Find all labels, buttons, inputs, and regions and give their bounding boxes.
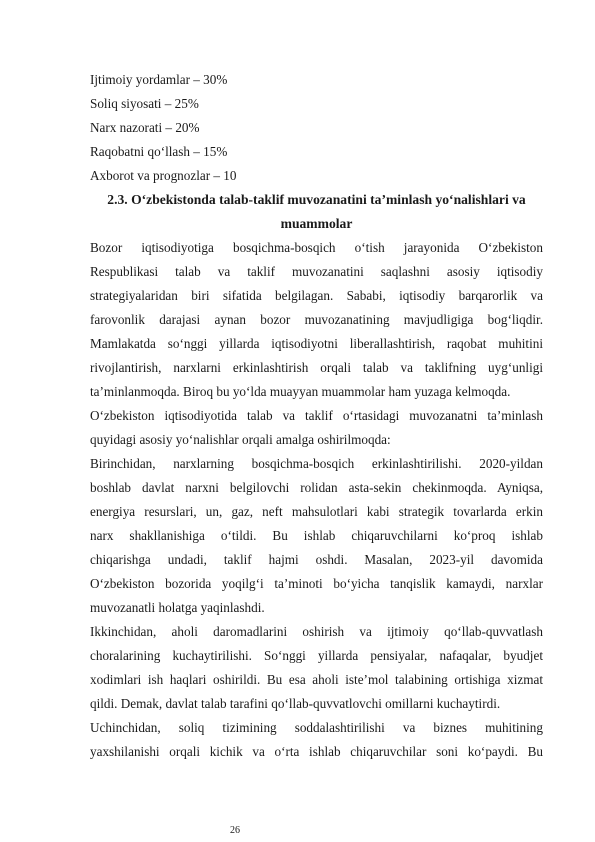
body-line: yaxshilanishi orqali kichik va o‘rta ishlab chiqaruvchilar soni ko‘paydi. Bu xyxy=(90,744,543,759)
body-line: muvozanatli holatga yaqinlashdi. xyxy=(90,600,265,615)
body-line: qildi. Demak, davlat talab tarafini qo‘llab-quvvatlovchi omillarni kuchaytirdi. xyxy=(90,696,501,711)
body-line: narx shakllanishiga o‘tildi. Bu ishlab chiqaruvchilarni ko‘proq ishlab xyxy=(90,528,543,543)
body-line: Mamlakatda so‘nggi yillarda iqtisodiyotni liberallashtirish, raqobat muhitini xyxy=(90,336,543,351)
page-number: 26 xyxy=(230,825,240,836)
body-line: boshlab davlat narxni belgilovchi rolidan asta-sekin chekinmoqda. Ayniqsa, xyxy=(90,480,543,495)
stat-line-competition: Raqobatni qo‘llash – 15% xyxy=(90,144,228,159)
stat-line-tax-policy: Soliq siyosati – 25% xyxy=(90,96,199,111)
body-line: O‘zbekiston iqtisodiyotida talab va taklif o‘rtasidagi muvozanatni ta’minlash xyxy=(90,408,543,423)
body-line: Bozor iqtisodiyotiga bosqichma-bosqich o‘tish jarayonida O‘zbekiston xyxy=(90,240,543,255)
body-line: rivojlantirish, narxlarni erkinlashtirish orqali talab va taklifning uyg‘unligi xyxy=(90,360,543,375)
body-line: Birinchidan, narxlarning bosqichma-bosqich erkinlashtirilishi. 2020-yildan xyxy=(90,456,543,471)
body-line: O‘zbekiston bozorida yoqilg‘i ta’minoti bo‘yicha tanqislik kamaydi, narxlar xyxy=(90,576,543,591)
stat-line-information: Axborot va prognozlar – 10 xyxy=(90,168,237,183)
body-line: chiqarishga undadi, taklif hajmi oshdi. Masalan, 2023-yil davomida xyxy=(90,552,543,567)
body-line: energiya resurslari, un, gaz, neft mahsulotlari kabi strategik tovarlarda erkin xyxy=(90,504,543,519)
stat-line-price-control: Narx nazorati – 20% xyxy=(90,120,200,135)
body-line: Ikkinchidan, aholi daromadlarini oshirish va ijtimoiy qo‘llab-quvvatlash xyxy=(90,624,543,639)
body-line: Respublikasi talab va taklif muvozanatini saqlashni asosiy iqtisodiy xyxy=(90,264,543,279)
section-heading-line-1: 2.3. O‘zbekistonda talab-taklif muvozanatini ta’minlash yo‘nalishlari va xyxy=(107,192,526,207)
body-line: strategiyalaridan biri sifatida belgilagan. Sababi, iqtisodiy barqarorlik va xyxy=(90,288,543,303)
section-heading-line-2: muammolar xyxy=(280,216,353,231)
body-line: xodimlari ish haqlari oshirildi. Bu esa aholi iste’mol talabining ortishiga xizmat xyxy=(90,672,543,687)
body-line: quyidagi asosiy yo‘nalishlar orqali amalga oshirilmoqda: xyxy=(90,432,391,447)
stat-line-social-aid: Ijtimoiy yordamlar – 30% xyxy=(90,72,228,87)
body-line: ta’minlanmoqda. Biroq bu yo‘lda muayyan muammolar ham yuzaga kelmoqda. xyxy=(90,384,511,399)
body-line: farovonlik darajasi aynan bozor muvozanatining mavjudligiga bog‘liqdir. xyxy=(90,312,543,327)
body-line: Uchinchidan, soliq tizimining soddalashtirilishi va biznes muhitining xyxy=(90,720,543,735)
body-line: choralarining kuchaytirilishi. So‘nggi yillarda pensiyalar, nafaqalar, byudjet xyxy=(90,648,543,663)
